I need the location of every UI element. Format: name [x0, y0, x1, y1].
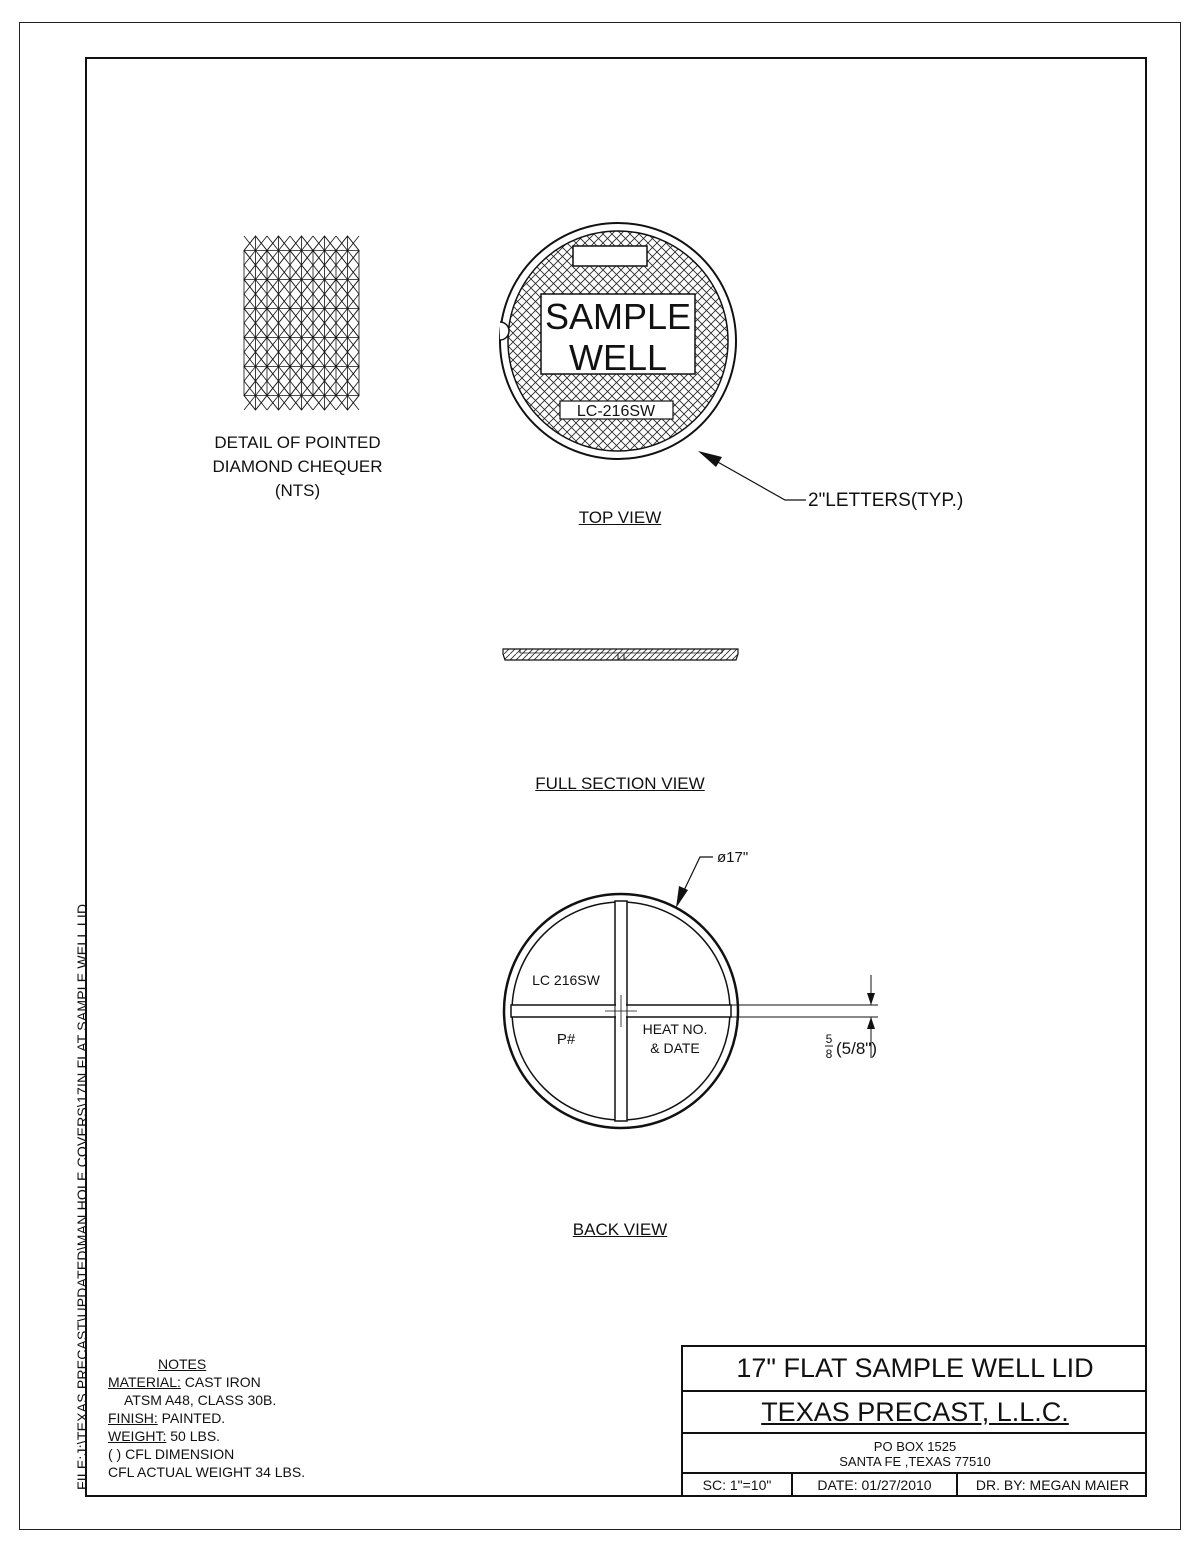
- cfl-dimension-note: ( ) CFL DIMENSION: [108, 1446, 235, 1462]
- address-line2: SANTA FE ,TEXAS 77510: [839, 1454, 991, 1469]
- finish-label: FINISH:: [108, 1410, 158, 1426]
- thickness-cfl-text: (5/8"): [836, 1039, 877, 1058]
- material-label: MATERIAL:: [108, 1374, 181, 1390]
- company-name: [683, 1392, 1147, 1434]
- back-quad-part-no: LC 216SW: [532, 972, 600, 988]
- top-view-lid: [500, 223, 736, 459]
- drawing-title: 17" FLAT SAMPLE WELL LID: [683, 1347, 1147, 1392]
- back-view-lid: [504, 894, 738, 1128]
- material-spec: ATSM A48, CLASS 30B.: [124, 1392, 277, 1408]
- cfl-weight-note: CFL ACTUAL WEIGHT 34 LBS.: [108, 1464, 306, 1480]
- thickness-numerator: 5: [825, 1032, 833, 1046]
- detail-caption-line1: DETAIL OF POINTED: [214, 433, 381, 452]
- diameter-callout: [676, 849, 748, 908]
- address-line1: PO BOX 1525: [873, 1439, 957, 1454]
- lid-text-well: WELL: [568, 337, 668, 378]
- diamond-chequer-detail: [244, 236, 359, 410]
- weight-value: 50 LBS.: [166, 1428, 221, 1444]
- detail-caption-line3: (NTS): [274, 481, 321, 500]
- drawn-by-cell: DR. BY: MEGAN MAIER: [975, 1477, 1130, 1493]
- back-view-label: BACK VIEW: [572, 1220, 668, 1239]
- lid-text-sample: SAMPLE: [544, 296, 692, 337]
- notes-block: [108, 1355, 305, 1481]
- title-block-meta-row: [683, 1474, 1147, 1499]
- top-view-label: TOP VIEW: [578, 508, 662, 527]
- scale-cell: SC: 1"=10": [683, 1474, 793, 1497]
- detail-caption-line2: DIAMOND CHEQUER: [212, 457, 383, 476]
- company-address: [683, 1434, 1147, 1474]
- callout-text: 2"LETTERS(TYP.): [808, 490, 964, 511]
- diameter-text: ø17": [717, 849, 749, 866]
- title-block: [681, 1345, 1147, 1497]
- thickness-denominator: 8: [825, 1047, 833, 1061]
- back-quad-heat-no: HEAT NO.: [642, 1021, 708, 1037]
- file-path-label: FILE:J:\TEXAS PRECAST\UPDATED\MAN HOLE COVERS\17IN.FLAT SAMPLE WELL LID: [74, 903, 90, 1490]
- letters-callout: [698, 451, 963, 511]
- material-value: CAST IRON: [180, 1374, 261, 1390]
- notes-heading: NOTES: [158, 1356, 207, 1372]
- back-quad-pattern-no: P#: [556, 1031, 576, 1048]
- full-section-view-label: FULL SECTION VIEW: [535, 774, 705, 793]
- company-name-text: TEXAS PRECAST, L.L.C.: [761, 1397, 1069, 1427]
- lid-part-number: LC-216SW: [576, 403, 656, 420]
- weight-label: WEIGHT:: [108, 1428, 167, 1444]
- finish-value: PAINTED.: [157, 1410, 226, 1426]
- lift-slot: [573, 246, 647, 266]
- back-quad-date: & DATE: [650, 1040, 700, 1056]
- date-cell: DATE: 01/27/2010: [793, 1474, 958, 1497]
- full-section-profile: [503, 649, 738, 660]
